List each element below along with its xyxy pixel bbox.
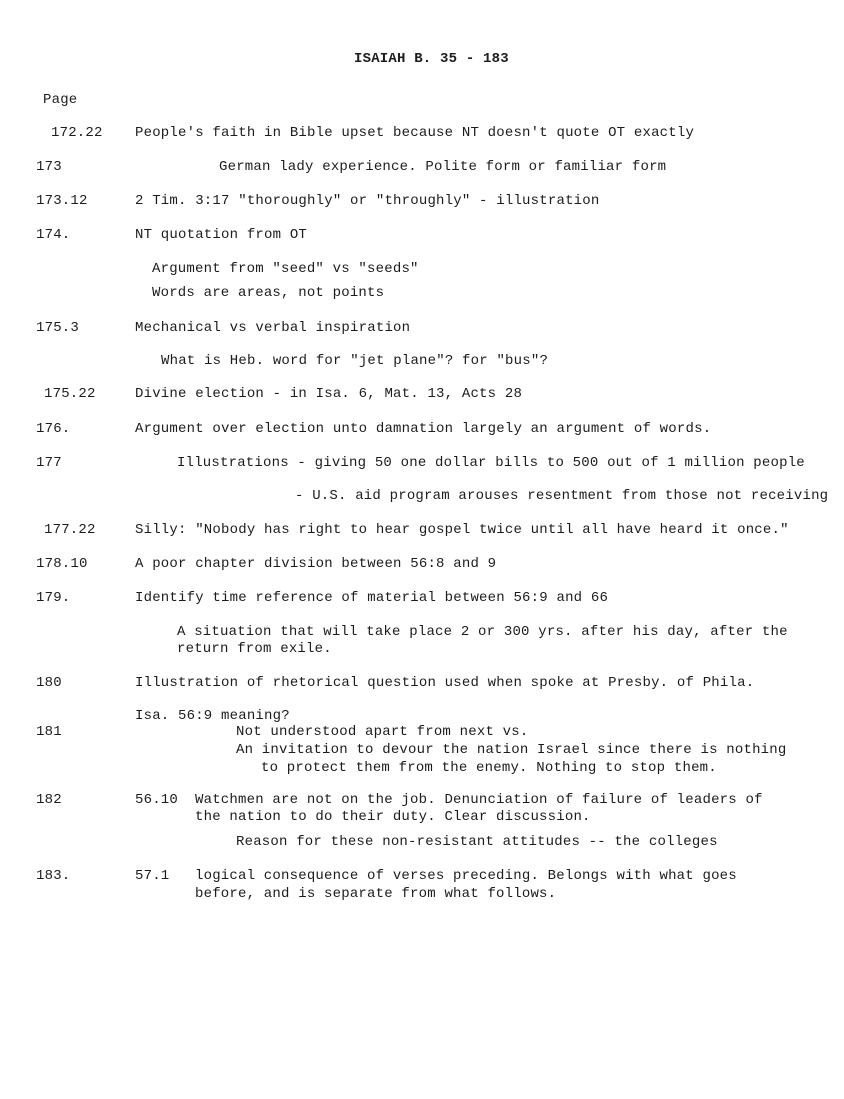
entry-page-number: 174. <box>36 227 71 243</box>
entry-subtext: What is Heb. word for "jet plane"? for "bus"? <box>161 353 549 369</box>
entry-subtext: Not understood apart from next vs. <box>236 724 529 740</box>
entry-text: Watchmen are not on the job. Denunciation of failure of leaders of <box>195 792 763 808</box>
entry-text: German lady experience. Polite form or familiar form <box>219 159 667 175</box>
entry-text: 2 Tim. 3:17 "thoroughly" or "throughly" - illustration <box>135 193 600 209</box>
entry-page-number: 175.22 <box>44 386 96 402</box>
entry-subtext: the nation to do their duty. Clear discussion. <box>195 809 591 825</box>
entry-subtext: Argument from "seed" vs "seeds" <box>152 261 419 277</box>
entry-subtext: An invitation to devour the nation Israel since there is nothing <box>236 742 787 758</box>
entry-page-number: 177 <box>36 455 62 471</box>
entry-page-number: 172.22 <box>51 125 103 141</box>
entry-subtext: A situation that will take place 2 or 300 yrs. after his day, after the <box>177 624 788 640</box>
entry-text: Silly: "Nobody has right to hear gospel twice until all have heard it once." <box>135 522 789 538</box>
entry-text: Illustration of rhetorical question used when spoke at Presby. of Phila. <box>135 675 755 691</box>
entry-text: Mechanical vs verbal inspiration <box>135 320 411 336</box>
entry-page-number: 177.22 <box>44 522 96 538</box>
entry-subtext: - U.S. aid program arouses resentment from those not receiving <box>295 488 829 504</box>
entry-page-number: 175.3 <box>36 320 80 336</box>
entry-page-number: 179. <box>36 590 71 606</box>
entry-page-number: 178.10 <box>36 556 88 572</box>
entry-text: People's faith in Bible upset because NT doesn't quote OT exactly <box>135 125 695 141</box>
entry-text: Illustrations - giving 50 one dollar bills to 500 out of 1 million people <box>177 455 805 471</box>
entry-subtext: before, and is separate from what follows. <box>195 886 557 902</box>
entry-verse-ref: 56.10 <box>135 792 179 808</box>
entry-page-number: 180 <box>36 675 62 691</box>
entry-page-number: 183. <box>36 868 71 884</box>
entry-subtext: to protect them from the enemy. Nothing to stop them. <box>261 760 717 776</box>
entry-text: Identify time reference of material between 56:9 and 66 <box>135 590 609 606</box>
entry-text: A poor chapter division between 56:8 and 9 <box>135 556 497 572</box>
entry-page-number: 173 <box>36 159 62 175</box>
entry-page-number: 173.12 <box>36 193 88 209</box>
entry-text: logical consequence of verses preceding. Belongs with what goes <box>195 868 737 884</box>
entry-subtext: Words are areas, not points <box>152 285 385 301</box>
entry-page-number: 182 <box>36 792 62 808</box>
entry-subtext: return from exile. <box>177 641 332 657</box>
entry-text: Isa. 56:9 meaning? <box>135 708 290 724</box>
entry-page-number: 181 <box>36 724 62 740</box>
entry-text: Divine election - in Isa. 6, Mat. 13, Acts 28 <box>135 386 523 402</box>
entry-text: NT quotation from OT <box>135 227 308 243</box>
entry-subtext: Reason for these non-resistant attitudes -- the colleges <box>236 834 718 850</box>
entry-page-number: 176. <box>36 421 71 437</box>
page-column-header: Page <box>43 92 78 108</box>
entry-text: Argument over election unto damnation largely an argument of words. <box>135 421 712 437</box>
entry-verse-ref: 57.1 <box>135 868 170 884</box>
page-title: ISAIAH B. 35 - 183 <box>354 51 509 67</box>
